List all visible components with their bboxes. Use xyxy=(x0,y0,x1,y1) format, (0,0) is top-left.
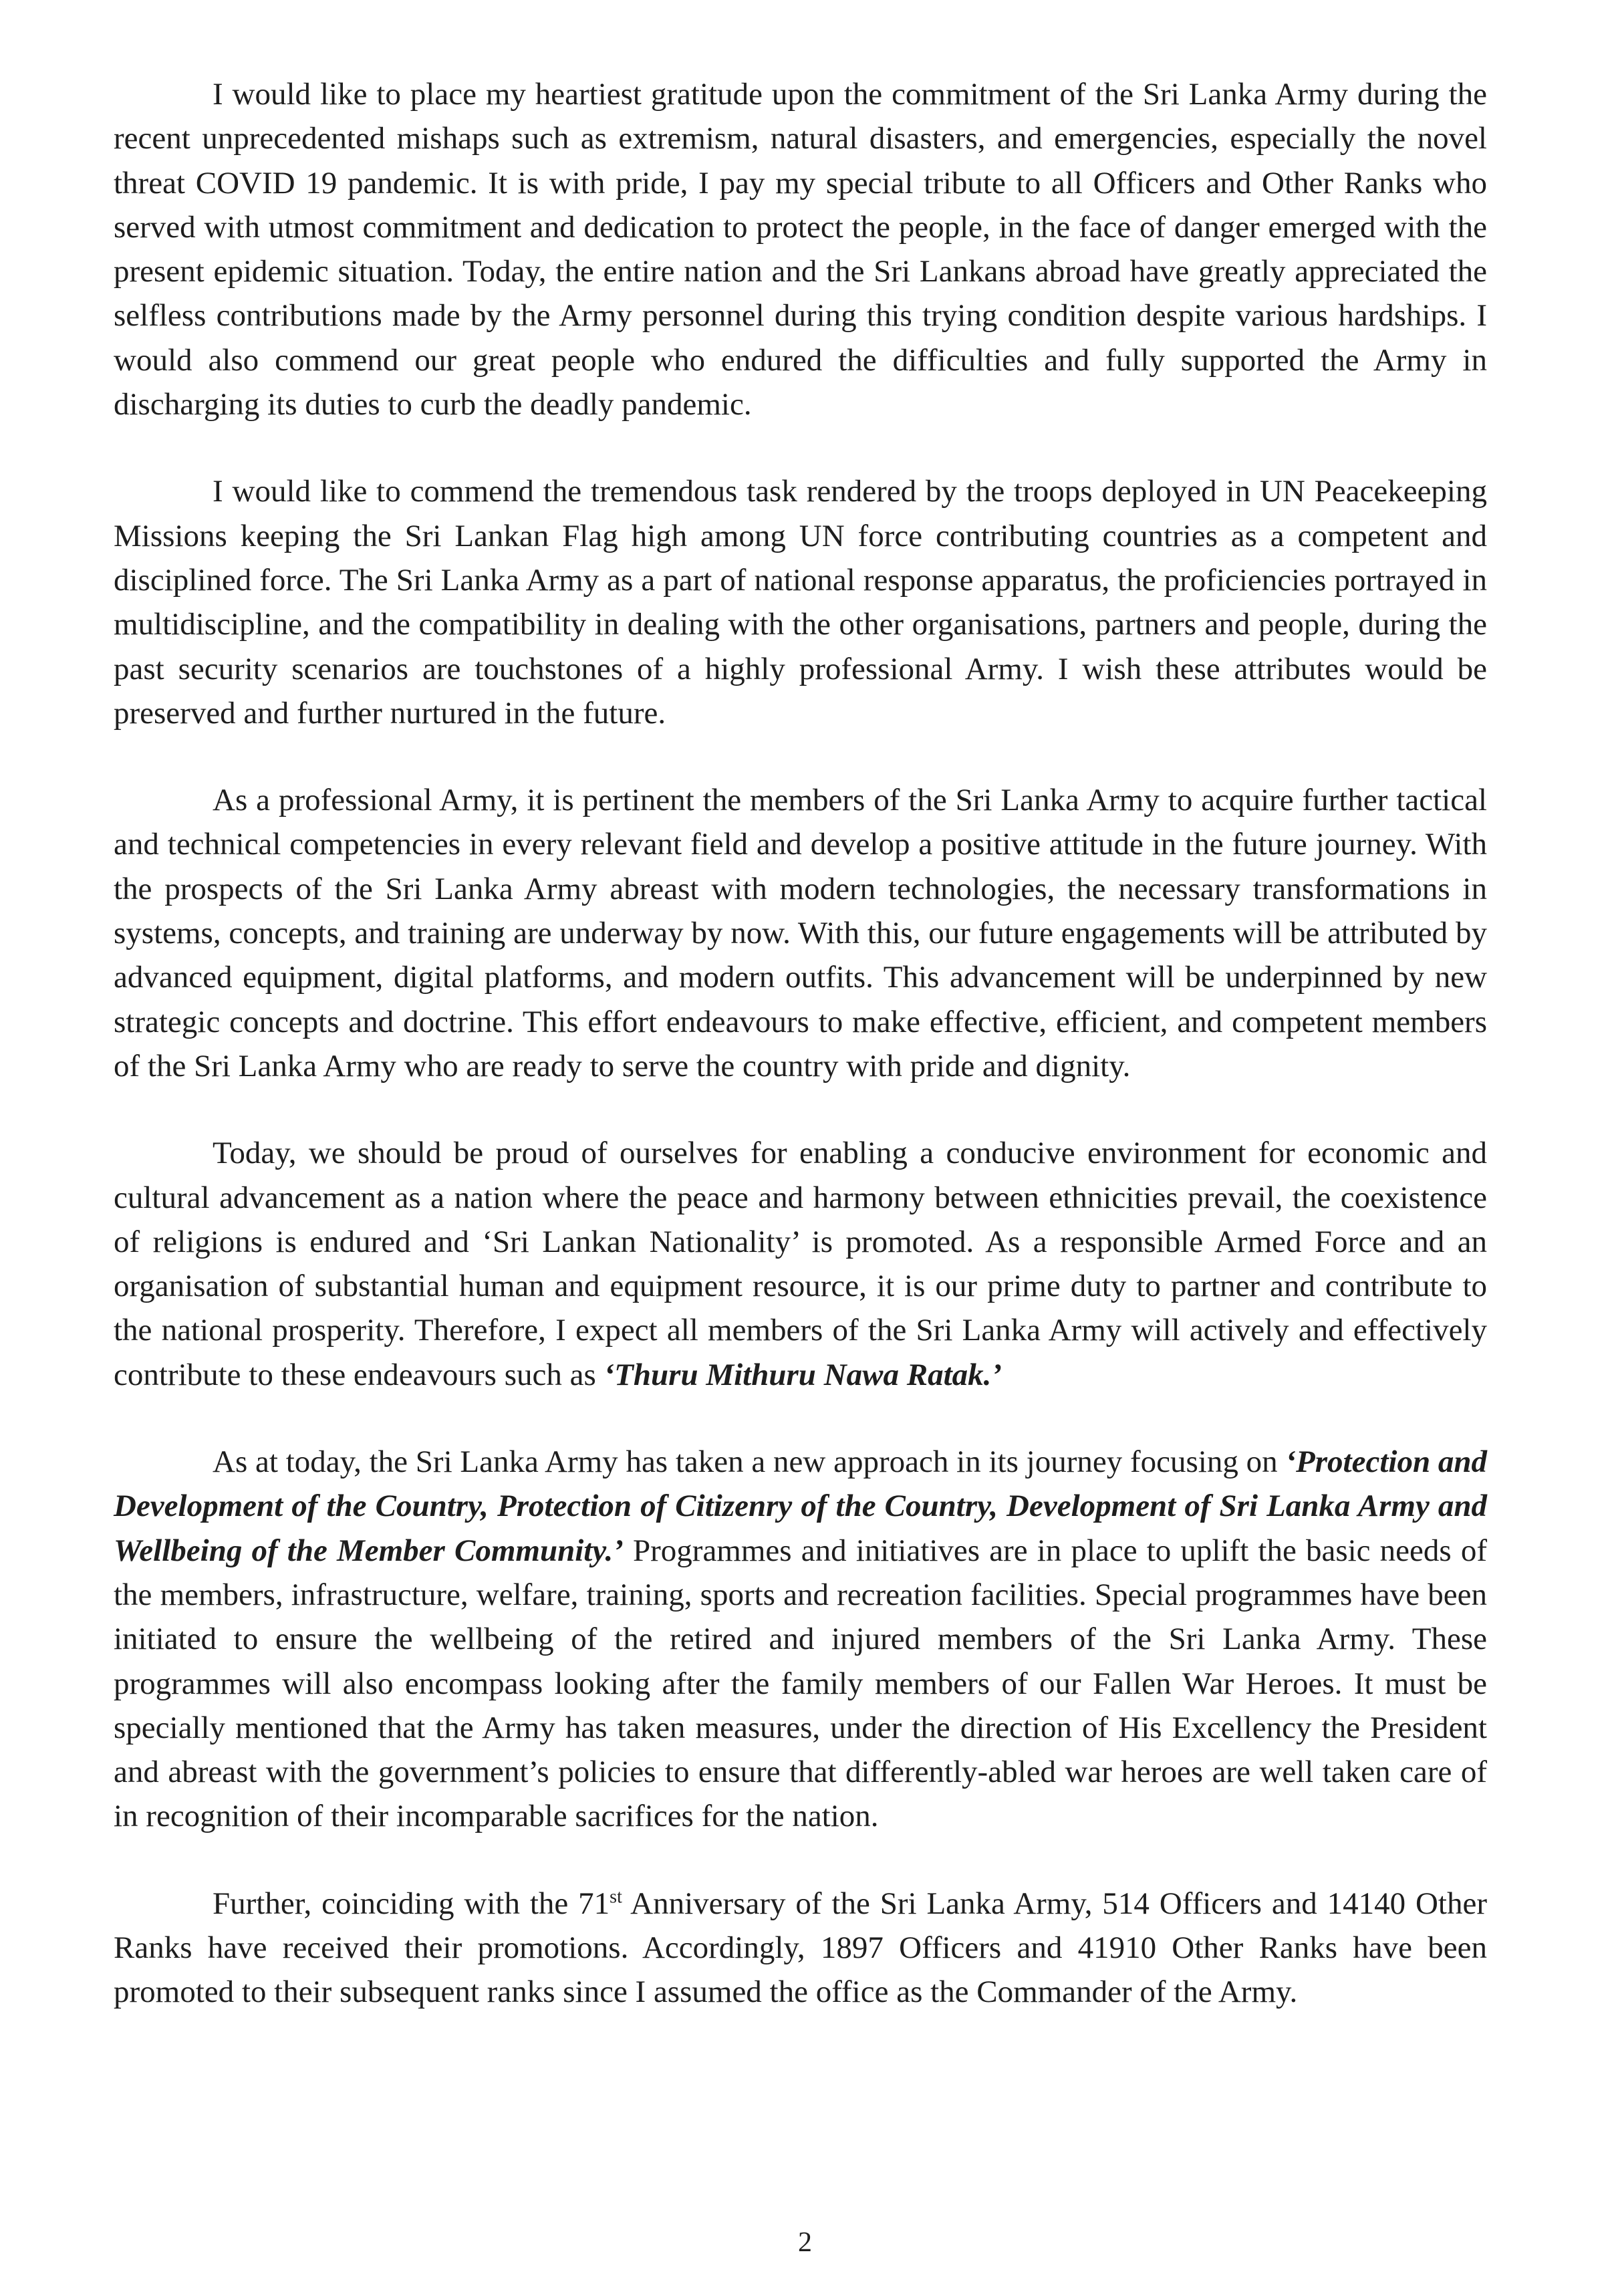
text-segment: As at today, the Sri Lanka Army has taken a new approach in its journey focusing on xyxy=(213,1444,1286,1480)
paragraph-professional-army xyxy=(114,778,1487,1088)
text-segment: I would like to place my heartiest gratitude upon the commitment of the Sri Lanka Army during the recent unprecedented mishaps such as extremism, natural disasters, and emergencies, especially the novel threat COVID 19 pandemic. It is with pride, I pay my special tribute to all Officers and Other Ranks who served with utmost commitment and dedication to protect the people, in the face of danger emerged with the present epidemic situation. Today, the entire nation and the Sri Lankans abroad have greatly appreciated the selfless contributions made by the Army personnel during this trying condition despite various hardships. I would also commend our great people who endured the difficulties and fully supported the Army in discharging its duties to curb the deadly pandemic. xyxy=(114,77,1487,422)
text-segment: As a professional Army, it is pertinent the members of the Sri Lanka Army to acquire further tactical and technical competencies in every relevant field and develop a positive attitude in the future journey. With the prospects of the Sri Lanka Army abreast with modern technologies, the necessary transformations in systems, concepts, and training are underway by now. With this, our future engagements will be attributed by advanced equipment, digital platforms, and modern outfits. This advancement will be underpinned by new strategic concepts and doctrine. This effort endeavours to make effective, efficient, and competent members of the Sri Lanka Army who are ready to serve the country with pride and dignity. xyxy=(114,783,1487,1083)
emphasized-text: ‘Protection and Development of the Country, Protection of Citizenry of the Country, Development of Sri Lanka Army and Wellbeing of the Member Community.’ xyxy=(114,1444,1488,1568)
document-body xyxy=(114,72,1487,2015)
text-segment: Programmes and initiatives are in place to uplift the basic needs of the members, infrastructure, welfare, training, sports and recreation facilities. Special programmes have been initiated to ensure the wellbeing of the retired and injured members of the Sri Lanka Army. These programmes will also encompass looking after the family members of our Fallen War Heroes. It must be specially mentioned that the Army has taken measures, under the direction of His Excellency the President and abreast with the government’s policies to ensure that differently-abled war heroes are well taken care of in recognition of their incomparable sacrifices for the nation. xyxy=(114,1533,1487,1834)
paragraph-promotions xyxy=(114,1882,1487,2015)
ordinal-suffix: st xyxy=(610,1886,622,1908)
text-segment: Today, we should be proud of ourselves for enabling a conducive environment for economic and cultural advancement as a nation where the peace and harmony between ethnicities prevail, the coexistence of religions is endured and ‘Sri Lankan Nationality’ is promoted. As a responsible Armed Force and an organisation of substantial human and equipment resource, it is our prime duty to partner and contribute to the national prosperity. Therefore, I expect all members of the Sri Lanka Army will actively and effectively contribute to these endeavours such as xyxy=(114,1136,1487,1392)
paragraph-un-peacekeeping xyxy=(114,469,1487,735)
text-segment: I would like to commend the tremendous task rendered by the troops deployed in UN Peacekeeping Missions keeping the Sri Lankan Flag high among UN force contributing countries as a competent and disciplined force. The Sri Lanka Army as a part of national response apparatus, the proficiencies portrayed in multidiscipline, and the compatibility in dealing with the other organisations, partners and people, during the past security scenarios are touchstones of a highly professional Army. I wish these attributes would be preserved and further nurtured in the future. xyxy=(114,474,1487,731)
text-segment: Further, coinciding with the 71 xyxy=(213,1886,610,1921)
emphasized-text: ‘Thuru Mithuru Nawa Ratak.’ xyxy=(603,1357,1002,1392)
paragraph-national-prosperity xyxy=(114,1131,1487,1397)
page-number: 2 xyxy=(798,2227,812,2258)
paragraph-covid-gratitude xyxy=(114,72,1487,426)
text-segment: Anniversary of the Sri Lanka Army, 514 Officers and 14140 Other Ranks have received their promotions. Accordingly, 1897 Officers and 41910 Other Ranks have been promoted to their subsequent ranks since I assumed the office as the Commander of the Army. xyxy=(114,1886,1487,2010)
paragraph-new-approach xyxy=(114,1440,1487,1839)
